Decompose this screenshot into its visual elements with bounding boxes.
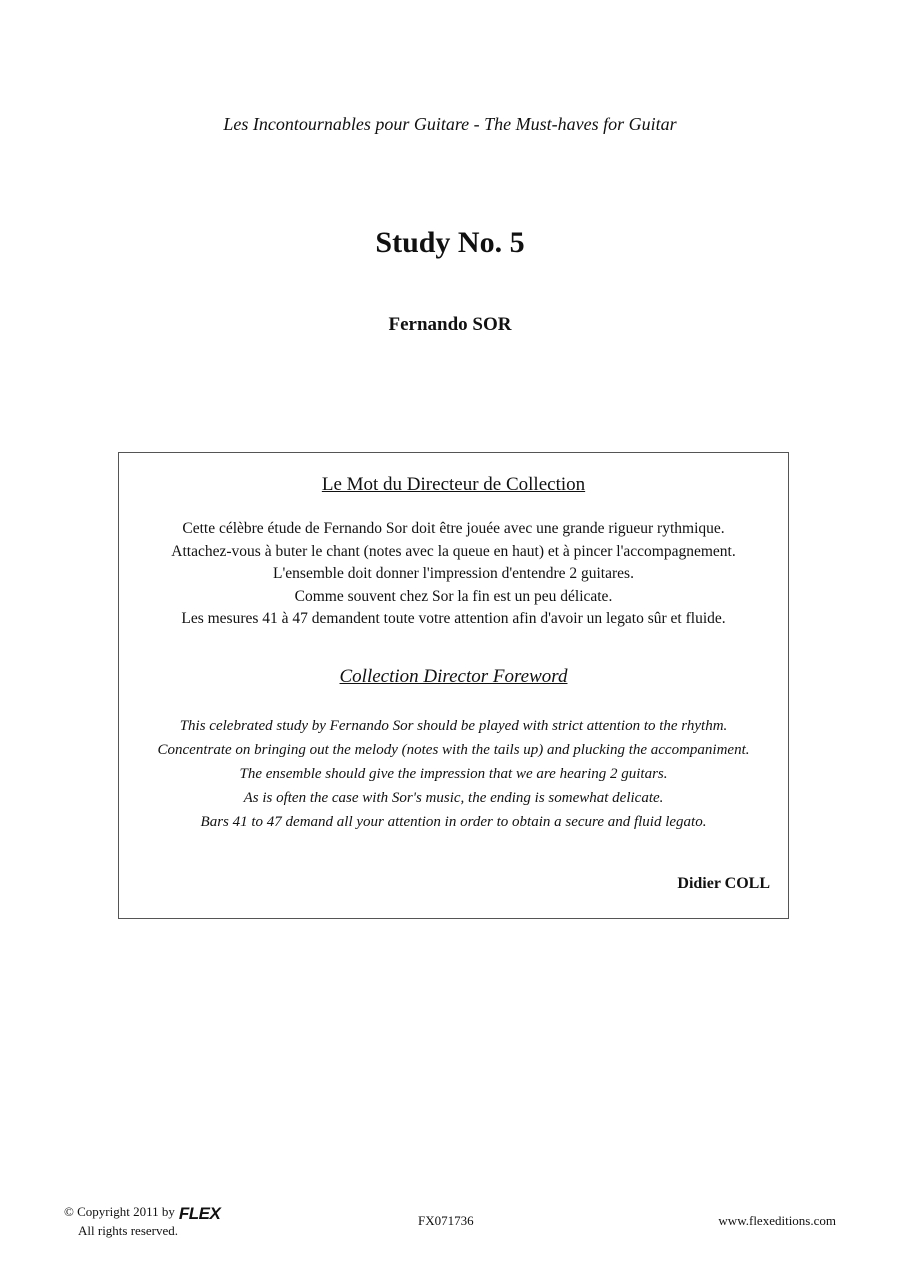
series-title: Les Incontournables pour Guitare - The Must-haves for Guitar — [223, 114, 677, 134]
french-foreword-line: Attachez-vous à buter le chant (notes avec la queue en haut) et à pincer l'accompagnement. — [171, 542, 736, 560]
catalog-number: FX071736 — [418, 1213, 474, 1228]
foreword-box — [118, 452, 789, 919]
english-foreword-line: As is often the case with Sor's music, the ending is somewhat delicate. — [243, 790, 664, 806]
french-foreword-heading: Le Mot du Directeur de Collection — [321, 474, 586, 495]
website-link[interactable]: www.flexeditions.com — [718, 1213, 836, 1228]
french-foreword-line: Comme souvent chez Sor la fin est un peu délicate. — [294, 587, 613, 605]
english-foreword-line: The ensemble should give the impression that we are hearing 2 guitars. — [239, 766, 668, 782]
signature: Didier COLL — [677, 875, 770, 892]
english-foreword-text — [119, 714, 788, 834]
english-foreword-heading: Collection Director Foreword — [339, 666, 568, 687]
french-foreword-line: L'ensemble doit donner l'impression d'entendre 2 guitares. — [273, 565, 634, 582]
copyright-notice — [64, 1203, 220, 1239]
french-foreword-text — [119, 518, 788, 631]
english-foreword-line: Concentrate on bringing out the melody (notes with the tails up) and plucking the accompaniment. — [157, 742, 750, 758]
rights-text: All rights reserved. — [78, 1223, 179, 1238]
piece-title: Study No. 5 — [375, 226, 525, 259]
english-foreword-line: Bars 41 to 47 demand all your attention in order to obtain a secure and fluid legato. — [200, 814, 707, 830]
flex-logo: FLEX — [178, 1204, 221, 1223]
english-foreword-line: This celebrated study by Fernando Sor should be played with strict attention to the rhythm. — [179, 718, 728, 734]
copyright-text: © Copyright 2011 by — [64, 1204, 175, 1219]
composer-name: Fernando SOR — [388, 314, 512, 335]
french-foreword-line: Cette célèbre étude de Fernando Sor doit être jouée avec une grande rigueur rythmique. — [182, 520, 725, 537]
french-foreword-line: Les mesures 41 à 47 demandent toute votre attention afin d'avoir un legato sûr et fluide. — [181, 610, 726, 627]
